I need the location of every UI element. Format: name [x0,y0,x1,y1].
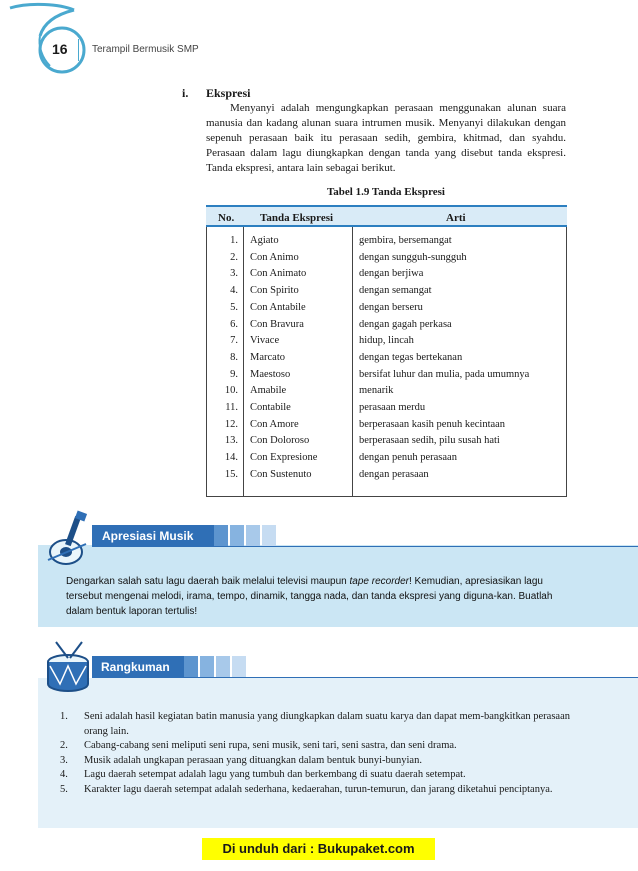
cell-arti: dengan perasaan [359,468,429,480]
cell-no: 1. [230,235,238,246]
cell-arti: berperasaan sedih, pilu susah hati [359,435,500,447]
decor-square [232,656,246,678]
table-row [206,335,567,351]
cell-no: 13. [224,435,238,447]
table-row [206,369,567,385]
cell-arti: hidup, lincah [359,335,414,347]
cell-tanda: Con Doloroso [250,435,310,447]
cell-arti: dengan semangat [359,285,432,297]
list-item-number: 2. [60,740,68,751]
decor-square [214,525,228,547]
table-row [206,402,567,418]
rangkuman-label: Rangkuman [92,656,184,678]
cell-arti: dengan sungguh-sungguh [359,251,467,263]
section-paragraph: Menyanyi adalah mengungkapkan perasaan menggunakan alunan suara manusia dan kadang alunan suara intrumen musik. Menyanyi dilakukan dengan sepenuh perasaan baik itu perasaan sedih, gembira, khitmad, dan syahdu. Perasaan dalam lagu diungkapkan dengan tanda yang disebut tanda ekspresi. Tanda ekspresi, antara lain sebagai berikut. [206,102,566,174]
book-title: Terampil Bermusik SMP [92,44,199,55]
cell-tanda: Marcato [250,351,285,363]
cell-no: 4. [230,285,238,297]
apresiasi-rule [214,546,638,547]
drum-icon [42,640,96,698]
cell-arti: dengan berseru [359,301,423,313]
list-item [60,739,570,754]
decor-square [200,656,214,678]
cell-tanda: Con Animo [250,251,299,263]
section-title: Ekspresi [206,86,251,100]
cell-tanda: Maestoso [250,368,291,380]
cell-arti: menarik [359,385,394,397]
list-item-number: 3. [60,754,68,766]
list-item-number: 4. [60,769,68,780]
header-divider [78,39,79,61]
table-row [206,352,567,368]
apresiasi-text-italic: tape recorder [349,576,409,587]
cell-no: 14. [224,452,238,464]
table-row [206,469,567,485]
apresiasi-text-b: ! Kemudian, apresiasikan lagu tersebut mengenai melodi, irama, tempo, dinamik, tangga nada, dan tanda ekspresi yang diguna-kan. Buatlah dalam bentuk laporan tertulis! [66,576,553,617]
cell-arti: perasaan merdu [359,402,426,413]
list-item-text: Musik adalah ungkapan perasaan yang dituangkan dalam bentuk bunyi-bunyian. [84,754,422,766]
table-row [206,319,567,335]
cell-tanda: Con Antabile [250,301,306,313]
cell-tanda: Agiato [250,235,279,246]
cell-tanda: Con Animato [250,268,307,280]
header-tanda: Tanda Ekspresi [260,212,334,224]
table-header [206,205,567,227]
rangkuman-rule [184,677,638,678]
table-row [206,419,567,435]
cell-no: 7. [230,335,238,347]
table-row [206,385,567,401]
cell-tanda: Con Bravura [250,318,304,330]
cell-no: 3. [230,268,238,280]
cell-arti: gembira, bersemangat [359,235,452,246]
table-row [206,268,567,284]
list-item-text: Karakter lagu daerah setempat adalah sederhana, kedaerahan, turun-temurun, dan jarang diketahui penciptanya. [84,783,553,795]
table-row [206,452,567,468]
list-item [60,754,570,769]
cell-no: 9. [230,368,238,380]
cell-tanda: Amabile [250,385,287,397]
table-row [206,435,567,451]
cell-tanda: Con Amore [250,418,299,430]
cell-arti: bersifat luhur dan mulia, pada umumnya [359,368,530,380]
header-arti: Arti [446,212,466,224]
cell-tanda: Vivace [250,335,280,347]
cell-no: 12. [224,418,238,430]
cell-tanda: Contabile [250,402,291,413]
list-item [60,710,570,739]
list-item-text: Lagu daerah setempat adalah lagu yang tumbuh dan berkembang di suatu daerah setempat. [84,769,466,780]
cell-no: 15. [224,468,238,480]
cell-no: 6. [230,318,238,330]
header-no: No. [218,212,235,224]
cell-tanda: Con Expresione [250,452,318,464]
apresiasi-label: Apresiasi Musik [92,525,214,547]
cell-tanda: Con Sustenuto [250,468,312,480]
list-item [60,768,570,783]
rangkuman-list [60,710,570,797]
list-item-number: 5. [60,783,68,795]
table-row [206,235,567,251]
apresiasi-text [66,574,566,619]
cell-no: 2. [230,251,238,263]
cell-arti: dengan gagah perkasa [359,318,452,330]
section-marker: i. [182,86,189,100]
apresiasi-text-a: Dengarkan salah satu lagu daerah baik melalui televisi maupun [66,576,350,587]
cell-no: 5. [230,301,238,313]
page-number: 16 [52,41,68,57]
decor-square [246,525,260,547]
table-caption: Tabel 1.9 Tanda Ekspresi [326,186,445,198]
list-item [60,783,570,798]
table-row [206,252,567,268]
download-source-banner: Di unduh dari : Bukupaket.com [202,838,435,860]
cell-tanda: Con Spirito [250,285,299,297]
decor-square [262,525,276,547]
cell-arti: dengan tegas bertekanan [359,351,463,363]
cell-no: 11. [225,402,238,413]
table-row [206,302,567,318]
list-item-text: Cabang-cabang seni meliputi seni rupa, seni musik, seni tari, seni sastra, dan seni drama. [84,740,457,751]
cell-no: 8. [230,351,238,363]
decor-square [216,656,230,678]
cell-arti: dengan penuh perasaan [359,452,457,464]
guitar-icon [40,510,96,568]
list-item-text: Seni adalah hasil kegiatan batin manusia yang diungkapkan dalam suatu karya dan dapat mem-bangkitkan perasaan orang lain. [84,711,570,737]
cell-no: 10. [224,385,238,397]
cell-arti: dengan berjiwa [359,268,424,280]
table-row [206,285,567,301]
list-item-number: 1. [60,711,68,722]
decor-square [184,656,198,678]
decor-square [230,525,244,547]
cell-arti: berperasaan kasih penuh kecintaan [359,418,506,430]
